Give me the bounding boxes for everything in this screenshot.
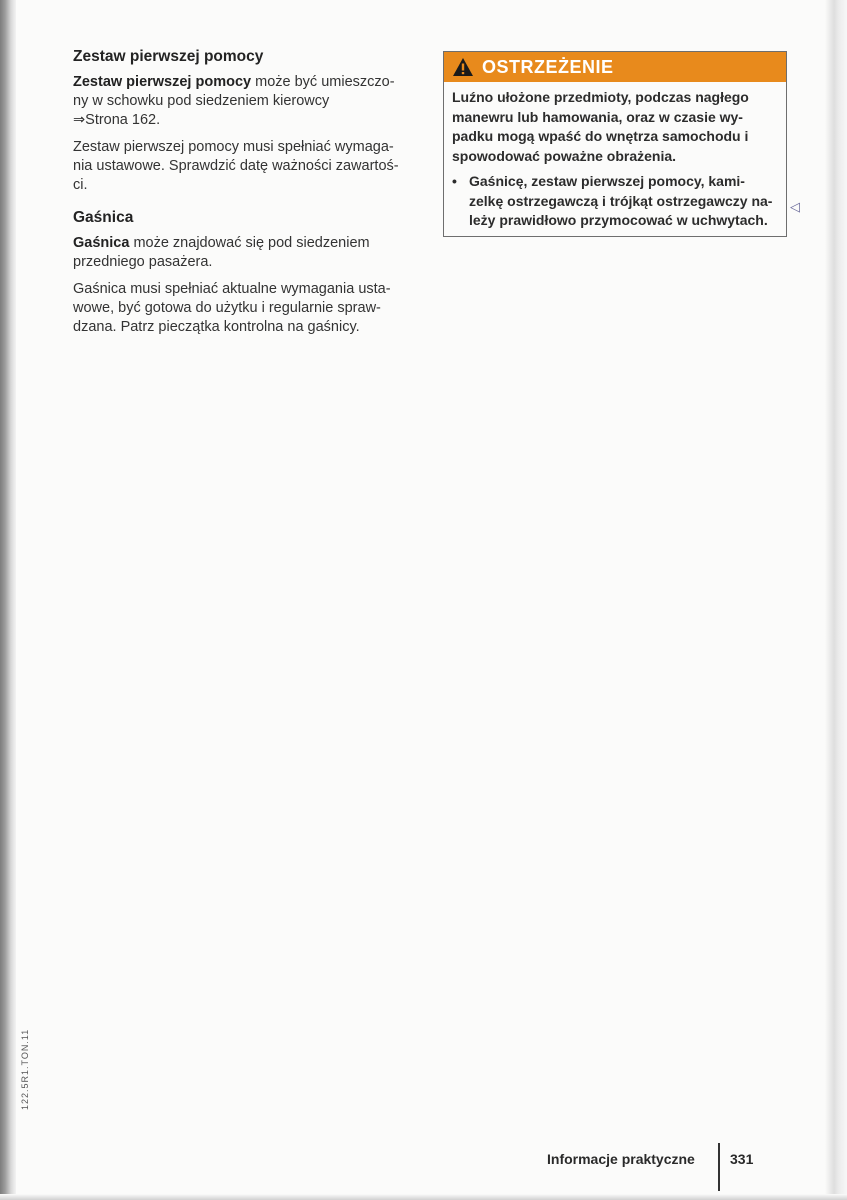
warning-b1-line3: leży prawidłowo przymocować w uchwytach. [469,212,768,228]
warning-body [444,82,786,236]
first-aid-paragraph-1 [73,73,418,130]
extinguisher-heading: Gaśnica [73,209,134,226]
print-code: 122.5R1.TON.11 [20,1028,30,1110]
extinguisher-p2-line2: wowe, być gotowa do użytku i regularnie spraw- [73,300,381,316]
left-column [73,48,418,345]
warning-title: OSTRZEŻENIE [482,56,614,77]
page-left-edge [0,0,16,1200]
page-number: 331 [730,1151,754,1167]
warning-bullet-text [469,172,772,231]
first-aid-p1-line2: ny w schowku pod siedzeniem kierowcy [73,93,330,109]
extinguisher-p1-line2: przedniego pasażera. [73,254,213,270]
warning-bullet-item [452,172,776,231]
page-bottom-edge [0,1194,847,1200]
first-aid-p2-line2: nia ustawowe. Sprawdzić datę ważności zawartoś- [73,158,399,174]
extinguisher-term: Gaśnica [73,235,130,251]
warning-box [443,51,787,237]
warning-header [444,52,786,82]
first-aid-paragraph-2 [73,138,418,195]
warning-p1-line1: Luźno ułożone przedmioty, podczas nagłego [452,89,749,105]
warning-p1-line2: manewru lub hamowania, oraz w czasie wy- [452,108,743,125]
footer-divider [718,1143,720,1191]
first-aid-p2-line1: Zestaw pierwszej pomocy musi spełniać wymaga- [73,139,394,155]
warning-p1-line4: spowodować poważne obrażenia. [452,147,677,164]
section-end-marker-icon: ◁ [790,199,800,214]
warning-paragraph [452,88,776,166]
first-aid-heading: Zestaw pierwszej pomocy [73,48,264,65]
first-aid-term: Zestaw pierwszej pomocy [73,74,252,90]
extinguisher-paragraph-2 [73,280,418,337]
page-right-edge [825,0,847,1200]
warning-b1-line2: zelkę ostrzegawczą i trójkąt ostrzegawczy na- [469,192,773,209]
warning-b1-line1: Gaśnicę, zestaw pierwszej pomocy, kami- [469,173,745,189]
extinguisher-p1-line1: może znajdować się pod siedzeniem [129,235,370,251]
warning-p1-line3: padku mogą wpaść do wnętrza samochodu i [452,128,749,144]
page-reference-link[interactable]: ⇒Strona 162. [73,112,161,128]
footer-section-label: Informacje praktyczne [547,1151,695,1167]
warning-triangle-icon [452,57,474,77]
first-aid-p1-line1: może być umieszczo- [251,74,395,90]
extinguisher-p2-line3: dzana. Patrz pieczątka kontrolna na gaśnicy. [73,319,360,335]
extinguisher-paragraph-1 [73,234,418,272]
first-aid-p2-line3: ci. [73,177,88,193]
extinguisher-p2-line1: Gaśnica musi spełniać aktualne wymagania usta- [73,281,391,297]
bullet-dot: • [452,173,457,189]
